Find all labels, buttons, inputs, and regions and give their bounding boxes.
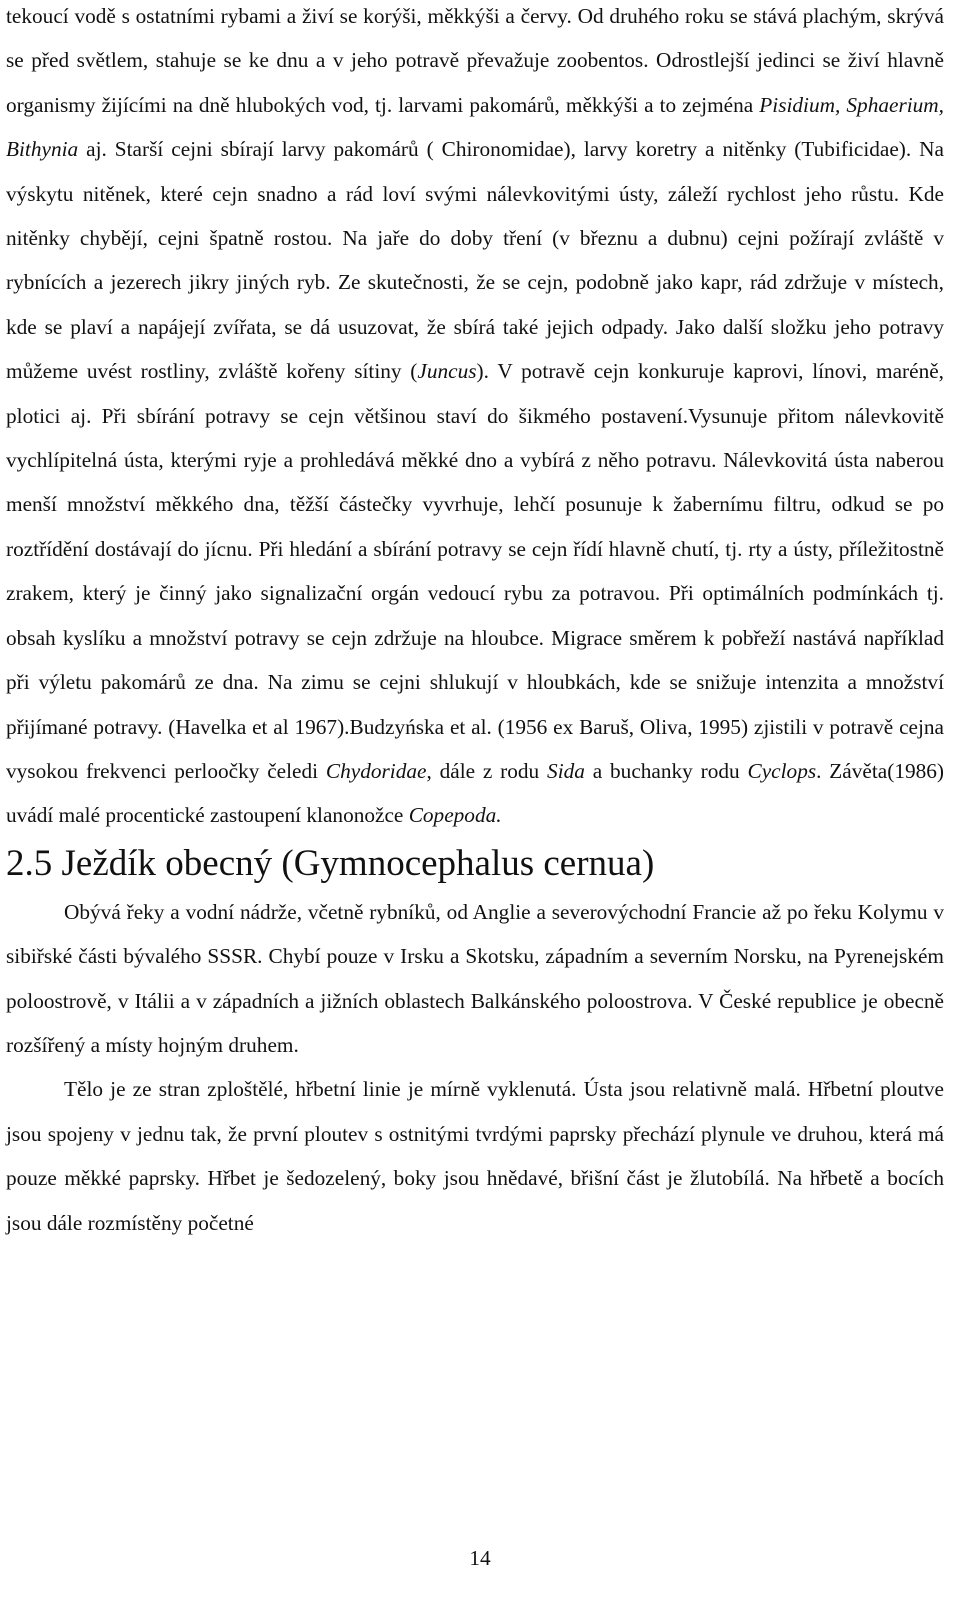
italic-text: Juncus xyxy=(417,359,477,384)
document-page xyxy=(6,0,944,1245)
italic-text: Pisidium, Sphaerium, Bithynia xyxy=(6,92,944,162)
body-paragraph: Tělo je ze stran zploštělé, hřbetní linie je mírně vyklenutá. Ústa jsou relativně malá. Hřbetní ploutve jsou spojeny v jednu tak, že první ploutev s ostnitými tvrdými paprsky přechází plynule ve druhou, která má pouze měkké paprsky. Hřbet je šedozelený, boky jsou hnědavé, břišní část je žlutobílá. Na hřbetě a bocích jsou dále rozmístěny početné xyxy=(6,1077,944,1235)
text-run: a buchanky rodu xyxy=(584,758,748,783)
italic-text: Cyclops xyxy=(747,758,817,783)
text-run: tekoucí vodě s ostatními rybami a živí se korýši, měkkýši a červy. Od druhého roku se stává plachým, skrývá se před světlem, stahuje se ke dnu a v jeho potravě převažuje zoobentos. Odrostlejší jedinci se živí hlavně organismy žijícími na dně hlubokých vod, tj. larvami pakomárů, měkkýši a to zejména xyxy=(6,4,944,117)
body-paragraph xyxy=(6,0,944,838)
page-number: 14 xyxy=(469,1546,491,1570)
italic-text: Copepoda. xyxy=(408,803,502,828)
body-paragraph: Obývá řeky a vodní nádrže, včetně rybníků, od Anglie a severovýchodní Francie až po řeku Kolymu v sibiřské části bývalého SSSR. Chybí pouze v Irsku a Skotsku, západním a severním Norsku, na Pyrenejském poloostrově, v Itálii a v západních a jižních oblastech Balkánského poloostrova. V České republice je obecně rozšířený a místy hojným druhem. xyxy=(6,899,944,1057)
text-run: . Závěta(1986) uvádí malé procentické zastoupení klanonožce xyxy=(6,758,944,828)
section-heading: 2.5 Ježdík obecný (Gymnocephalus cernua) xyxy=(6,842,655,884)
text-run: ). V potravě cejn konkuruje kaprovi, línovi, maréně, plotici aj. Při sbírání potravy se cejn většinou staví do šikmého postavení.Vysunuje přitom nálevkovitě vychlípitelná ústa, kterými ryje a prohledává měkké dno a vybírá z něho potravu. Nálevkovitá ústa naberou menší množství měkkého dna, těžší částečky vyvrhuje, lehčí posunuje k žabernímu filtru, odkud se po roztřídění dostávají do jícnu. Při hledání a sbírání potravy se cejn řídí hlavně chutí, tj. rty a ústy, příležitostně zrakem, který je činný jako signalizační orgán vedoucí rybu za potravou. Při optimálních podmínkách tj. obsah kyslíku a množství potravy se cejn zdržuje na hloubce. Migrace směrem k pobřeží nastává například při výletu pakomárů ze dna. Na zimu se cejni shlukují v hloubkách, kde se snižuje intenzita a množství přijímané potravy. (Havelka et al 1967).Budzyńska et al. (1956 ex Baruš, Oliva, 1995) zjistili v potravě cejna vysokou frekvenci perloočky čeledi xyxy=(6,359,945,783)
text-run: , dále z rodu xyxy=(426,758,548,783)
italic-text: Chydoridae xyxy=(325,758,427,783)
text-run: aj. Starší cejni sbírají larvy pakomárů ( Chironomidae), larvy koretry a nitěnky (Tubificidae). Na výskytu nitěnek, které cejn snadno a rád loví svými nálevkovitými ústy, záleží rychlost jeho růstu. Kde nitěnky chybějí, cejni špatně rostou. Na jaře do doby tření (v březnu a dubnu) cejni požírají zvláště v rybnících a jezerech jikry jiných ryb. Ze skutečnosti, že se cejn, podobně jako kapr, rád zdržuje v místech, kde se plaví a napájejí zvířata, se dá usuzovat, že sbírá také jejich odpady. Jako další složku jeho potravy můžeme uvést rostliny, zvláště kořeny sítiny ( xyxy=(6,137,944,384)
italic-text: Sida xyxy=(547,758,585,783)
